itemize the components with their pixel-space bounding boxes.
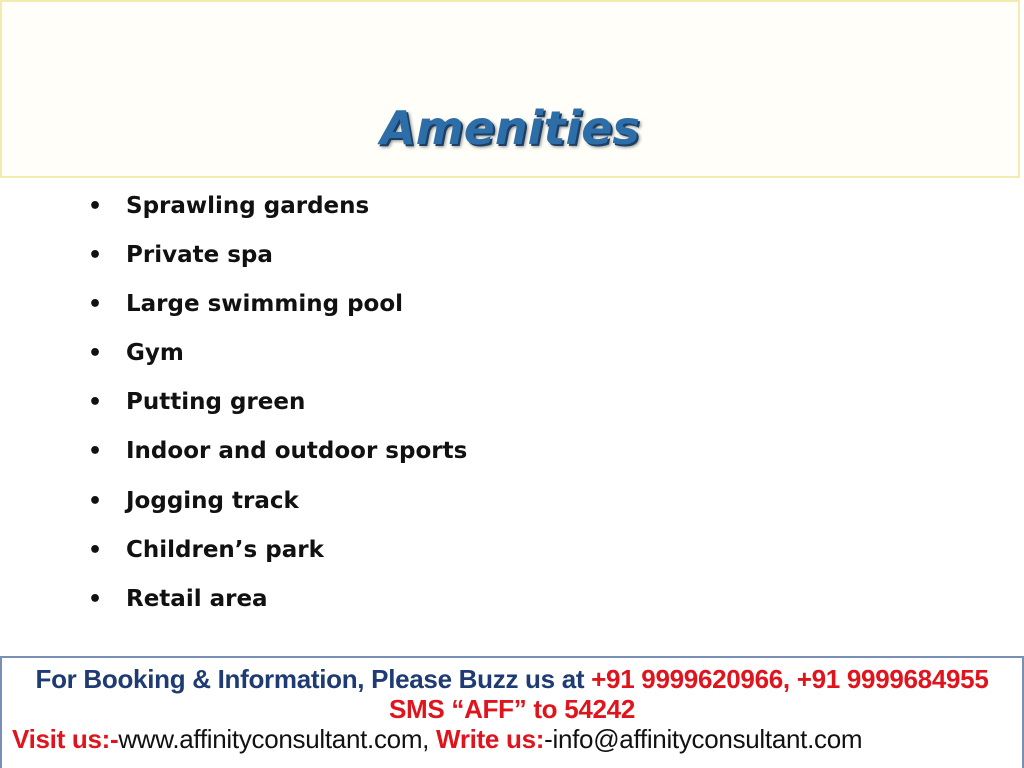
- website-link[interactable]: www.affinityconsultant.com,: [118, 724, 437, 754]
- list-item-text: Large swimming pool: [126, 291, 404, 318]
- list-item-text: Private spa: [126, 242, 273, 269]
- list-item: [88, 429, 467, 478]
- phone-numbers[interactable]: +91 9999620966, +91 9999684955: [591, 664, 989, 694]
- list-item: [88, 331, 467, 380]
- bullet-icon: •: [88, 586, 103, 612]
- sms-line: [2, 694, 1022, 724]
- bullet-icon: •: [88, 439, 103, 465]
- email-link[interactable]: -info@affinityconsultant.com: [544, 724, 863, 754]
- list-item-text: Putting green: [126, 389, 306, 416]
- list-item: [88, 577, 467, 626]
- list-item: [88, 184, 467, 233]
- bullet-icon: •: [88, 537, 103, 563]
- title-box: [0, 0, 1020, 178]
- bullet-icon: •: [88, 292, 103, 318]
- booking-line: [2, 664, 1022, 694]
- list-item-text: Indoor and outdoor sports: [126, 438, 468, 465]
- bullet-icon: •: [88, 488, 103, 514]
- list-item: [88, 479, 467, 528]
- list-item-text: Retail area: [126, 585, 268, 612]
- bullet-icon: •: [88, 194, 103, 219]
- list-item-text: Children’s park: [126, 536, 324, 563]
- list-item: [88, 282, 467, 331]
- amenities-list: [88, 184, 467, 626]
- bullet-icon: •: [88, 341, 103, 367]
- contact-footer: [0, 656, 1024, 768]
- sms-text: SMS “AFF” to 54242: [389, 694, 635, 724]
- list-item-text: Jogging track: [126, 487, 299, 514]
- list-item: [88, 380, 467, 429]
- bullet-icon: •: [88, 243, 103, 269]
- list-item-text: Sprawling gardens: [126, 193, 370, 219]
- list-item-text: Gym: [126, 340, 184, 367]
- list-item: [88, 233, 467, 282]
- write-label: Write us:: [436, 724, 545, 754]
- visit-label: Visit us:-: [12, 724, 119, 754]
- list-item: [88, 528, 467, 577]
- bullet-icon: •: [88, 390, 103, 416]
- booking-text: For Booking & Information, Please Buzz us at: [35, 664, 592, 694]
- slide-title: Amenities: [380, 101, 640, 155]
- contact-line: [2, 724, 1022, 754]
